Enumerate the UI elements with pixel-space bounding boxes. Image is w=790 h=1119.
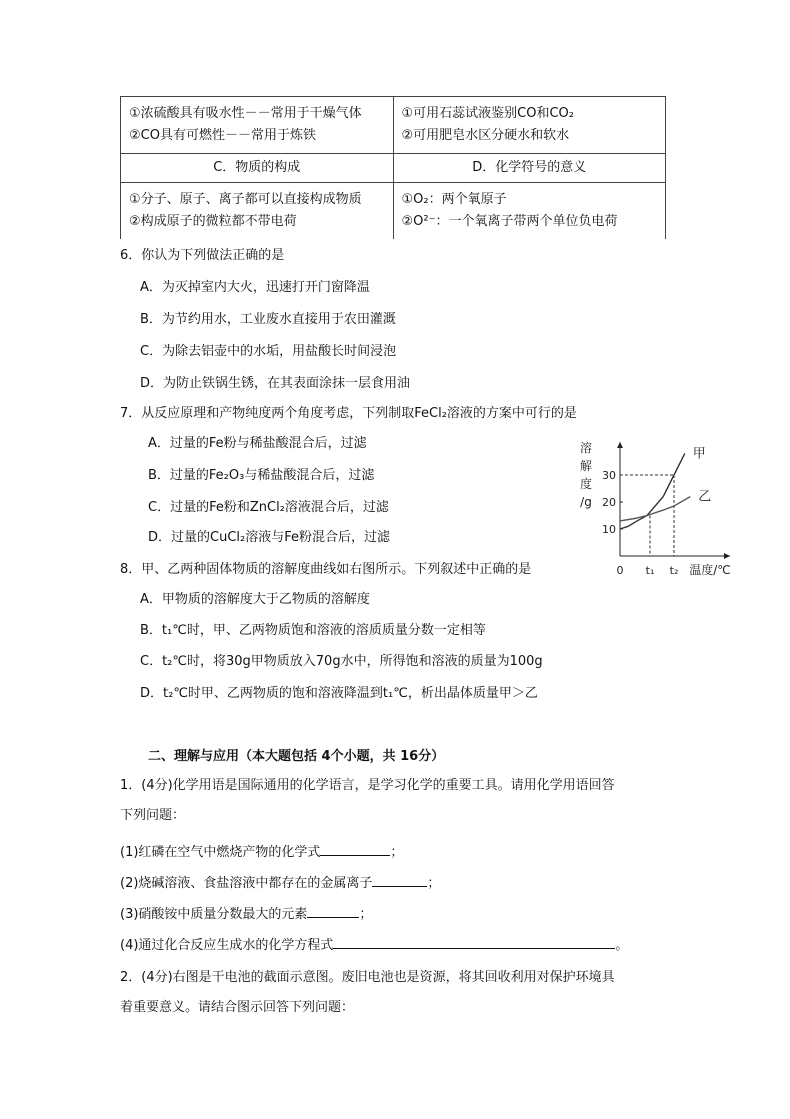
q8-stem: 8．甲、乙两种固体物质的溶解度曲线如右图所示。下列叙述中正确的是 [120, 562, 532, 577]
table-header-d: D．化学符号的意义 [393, 154, 666, 183]
q8-option-a: A．甲物质的溶解度大于乙物质的溶解度 [140, 592, 370, 607]
s2-q1-part2-text: (2)烧碱溶液、食盐溶液中都存在的金属离子 [120, 876, 373, 891]
y-tick-label: 30 [602, 469, 616, 482]
solubility-chart [570, 434, 750, 586]
q6-option-a: A．为灭掉室内大火，迅速打开门窗降温 [140, 280, 370, 295]
table-line: ②构成原子的微粒都不带电荷 [129, 214, 297, 229]
s2-q1-part3-text: (3)硝酸铵中质量分数最大的元素 [120, 907, 308, 922]
s2-q1-stem-line2: 下列问题： [120, 808, 186, 823]
s2-q1-stem-line1: 1．(4分)化学用语是国际通用的化学语言，是学习化学的重要工具。请用化学用语回答 [120, 778, 615, 793]
series-label: 乙 [698, 489, 712, 505]
x-tick-label: t₁ [645, 564, 655, 577]
y-tick-label: 20 [602, 496, 616, 509]
q7-option-b: B．过量的Fe₂O₃与稀盐酸混合后，过滤 [148, 468, 375, 483]
answer-blank[interactable] [372, 873, 427, 887]
table-header-c: C．物质的构成 [121, 154, 394, 183]
x-axis-arrow [724, 553, 730, 559]
series-label: 甲 [692, 446, 706, 462]
table-cell-c [121, 183, 394, 240]
y-tick-label: 10 [602, 523, 616, 536]
options-table [120, 96, 666, 239]
table-line: ②可用肥皂水区分硬水和软水 [401, 128, 570, 143]
table-cell-b [393, 97, 666, 154]
series-line-yi [620, 497, 690, 521]
y-axis-label: 溶 [579, 441, 593, 455]
x-axis-label: 温度/℃ [689, 563, 731, 577]
s2-q1-part3 [120, 904, 372, 925]
answer-blank[interactable] [307, 904, 359, 918]
table-line: ①浓硫酸具有吸水性－－常用于干燥气体 [129, 106, 362, 121]
answer-blank[interactable] [320, 842, 390, 856]
origin-label: 0 [616, 564, 624, 577]
series-line-jia [620, 453, 685, 529]
q7-option-a: A．过量的Fe粉与稀盐酸混合后，过滤 [148, 436, 367, 451]
s2-q2-stem-line1: 2．(4分)右图是干电池的截面示意图。废旧电池也是资源，将其回收利用对保护环境具 [120, 970, 615, 985]
table-line: ②O²⁻：一个氧离子带两个单位负电荷 [401, 214, 618, 229]
q8-option-c: C．t₂℃时，将30g甲物质放入70g水中，所得饱和溶液的质量为100g [140, 654, 543, 669]
y-axis-label: /g [580, 495, 592, 509]
q6-option-b: B．为节约用水，工业废水直接用于农田灌溉 [140, 312, 396, 327]
q7-option-c: C．过量的Fe粉和ZnCl₂溶液混合后，过滤 [148, 500, 389, 515]
q8-option-b: B．t₁℃时，甲、乙两物质饱和溶液的溶质质量分数一定相等 [140, 623, 486, 638]
punct: ； [427, 876, 441, 891]
x-tick-label: t₂ [669, 564, 679, 577]
table-line: ②CO具有可燃性－－常用于炼铁 [129, 128, 316, 143]
punct: ； [359, 907, 373, 922]
s2-q1-part1 [120, 842, 403, 863]
q6-option-d: D．为防止铁锅生锈，在其表面涂抹一层食用油 [140, 376, 411, 391]
table-line: ①分子、原子、离子都可以直接构成物质 [129, 192, 362, 207]
s2-q1-part2 [120, 873, 440, 894]
q7-option-d: D．过量的CuCl₂溶液与Fe粉混合后，过滤 [148, 530, 390, 545]
y-axis-arrow [617, 442, 623, 448]
punct: ； [390, 845, 404, 860]
s2-q1-part1-text: (1)红磷在空气中燃烧产物的化学式 [120, 845, 321, 860]
table-line: ①可用石蕊试液鉴别CO和CO₂ [401, 106, 574, 121]
s2-q2-stem-line2: 着重要意义。请结合图示回答下列问题： [120, 1000, 355, 1015]
s2-q1-part4 [120, 935, 628, 956]
section-title: 二、理解与应用（本大题包括 4个小题，共 16分） [148, 749, 445, 764]
q6-stem: 6．你认为下列做法正确的是 [120, 248, 285, 263]
table-cell-d [393, 183, 666, 240]
y-axis-label: 度 [579, 477, 593, 491]
table-cell-a [121, 97, 394, 154]
q7-stem: 7．从反应原理和产物纯度两个角度考虑，下列制取FeCl₂溶液的方案中可行的是 [120, 406, 577, 421]
y-axis-label: 解 [579, 459, 593, 473]
punct: 。 [615, 938, 629, 953]
s2-q1-part4-text: (4)通过化合反应生成水的化学方程式 [120, 938, 334, 953]
answer-blank[interactable] [333, 935, 615, 949]
table-line: ①O₂：两个氧原子 [401, 192, 507, 207]
q8-option-d: D．t₂℃时甲、乙两物质的饱和溶液降温到t₁℃，析出晶体质量甲＞乙 [140, 686, 538, 701]
q6-option-c: C．为除去铝壶中的水垢，用盐酸长时间浸泡 [140, 344, 397, 359]
